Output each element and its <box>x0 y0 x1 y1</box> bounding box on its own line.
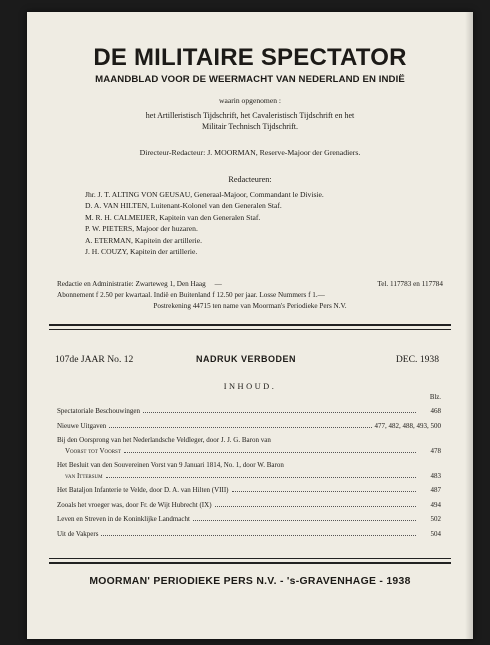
toc-entry-title: Het Bataljon Infanterie te Velde, door D. A. van Hilten (VIII) <box>57 486 229 494</box>
reprint-notice: NADRUK VERBODEN <box>196 354 297 364</box>
editor-item: P. W. PIETERS, Majoor der huzaren. <box>85 224 198 234</box>
footer-divider-thick <box>49 562 451 564</box>
toc-entry-page: 494 <box>430 500 441 509</box>
subscription-line: Abonnement f 2.50 per kwartaal. Indië en Buitenland f 12.50 per jaar. Losse Nummers f 1.— <box>57 291 325 299</box>
toc-entry <box>57 421 441 432</box>
toc-entry-continuation: Voorst tot Voorst <box>65 446 121 455</box>
editor-item: D. A. VAN HILTEN, Luitenant-Kolonel van den Generalen Staf. <box>85 201 282 211</box>
toc-entry-page: 502 <box>430 515 441 523</box>
editor-item: Jhr. J. T. ALTING VON GEUSAU, Generaal-Majoor, Commandant le Divisie. <box>85 190 324 199</box>
phone-text: Tel. 117783 en 117784 <box>377 280 443 288</box>
issue-year-number: 107de JAAR No. 12 <box>55 354 134 365</box>
footer-divider-thin <box>49 558 451 559</box>
toc-entry-page: 477, 482, 488, 493, 500 <box>374 421 441 430</box>
toc-leader <box>106 471 416 478</box>
divider-thick <box>49 324 451 326</box>
toc-leader <box>193 514 416 521</box>
included-label: waarin opgenomen : <box>219 96 281 105</box>
editors-list <box>85 189 324 257</box>
toc-entry <box>57 406 441 417</box>
toc-entry-title: Zooals het vroeger was, door Fr. de Wijt Hubrecht (IX) <box>57 500 212 509</box>
toc-entry-page: 478 <box>430 446 441 455</box>
toc-entry <box>57 514 441 525</box>
address-text: Redactie en Administratie: Zwarteweg 1, Den Haag <box>57 280 206 288</box>
toc-entry <box>57 435 441 456</box>
toc-entry-page: 483 <box>430 471 441 480</box>
administration-address-line <box>57 280 443 288</box>
toc-entry-page: 504 <box>430 529 441 538</box>
editor-item: A. ETERMAN, Kapitein der artillerie. <box>85 235 203 245</box>
divider-thin <box>49 329 451 330</box>
toc-entry-title: Het Besluit van den Souvereinen Vorst van 9 Januari 1814, No. 1, door W. Baron <box>57 461 284 469</box>
included-journals-line-1: het Artilleristisch Tijdschrift, het Cavaleristisch Tijdschrift en het <box>145 111 355 120</box>
toc-leader <box>109 421 371 428</box>
issue-date: DEC. 1938 <box>395 354 439 365</box>
toc-entry-title: Spectatoriale Beschouwingen <box>57 407 141 415</box>
address-dash: — <box>214 280 222 288</box>
editor-item: J. H. COUZY, Kapitein der artillerie. <box>85 246 198 256</box>
magazine-subtitle: MAANDBLAD VOOR DE WEERMACHT VAN NEDERLAND EN INDIË <box>95 74 405 85</box>
toc-entry-continuation: van Ittersum <box>65 471 103 480</box>
toc-leader <box>215 500 416 507</box>
page-edge-shadow <box>465 12 473 639</box>
toc-leader <box>124 446 416 453</box>
toc-entry <box>57 485 441 496</box>
page-column-label: Blz. <box>429 394 441 401</box>
toc-entry <box>57 460 441 481</box>
postal-account-line: Postrekening 44715 ten name van Moorman's Periodieke Pers N.V. <box>153 302 347 310</box>
toc-entry-title: Uit de Vakpers <box>57 529 99 538</box>
magazine-page <box>27 12 473 639</box>
toc-entry-title: Leven en Streven in de Koninklijke Landmacht <box>57 515 190 523</box>
toc-leader <box>101 529 416 536</box>
toc-leader <box>232 485 416 492</box>
included-journals-line-2: Militair Technisch Tijdschrift. <box>202 122 298 131</box>
director-editor: Directeur-Redacteur: J. MOORMAN, Reserve-Majoor der Grenadiers. <box>139 148 361 157</box>
editor-item: M. R. H. CALMEIJER, Kapitein van den Generalen Staf. <box>85 212 261 222</box>
toc-leader <box>143 406 416 413</box>
table-of-contents <box>57 406 441 539</box>
toc-entry-page: 468 <box>430 407 441 415</box>
toc-entry-title: Nieuwe Uitgaven <box>57 421 107 430</box>
contents-heading: INHOUD. <box>223 382 277 391</box>
editors-label: Redacteuren: <box>228 175 272 184</box>
toc-entry <box>57 529 441 540</box>
publisher-line: MOORMAN' PERIODIEKE PERS N.V. - 's-GRAVENHAGE - 1938 <box>89 576 411 587</box>
toc-entry-page: 487 <box>430 486 441 494</box>
magazine-title: DE MILITAIRE SPECTATOR <box>93 44 407 71</box>
toc-entry-title: Bij den Oorsprong van het Nederlandsche Veldleger, door J. J. G. Baron van <box>57 436 271 444</box>
toc-entry <box>57 500 441 511</box>
